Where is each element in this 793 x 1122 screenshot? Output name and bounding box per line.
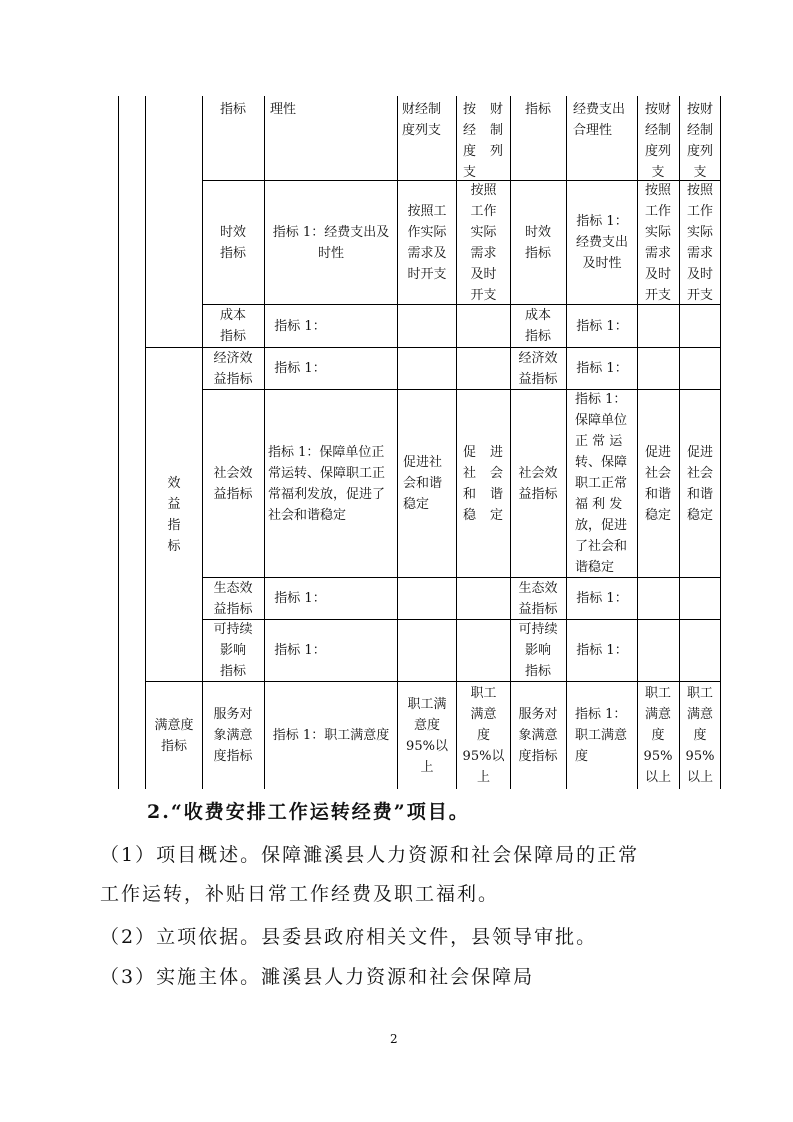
table-cell (681, 390, 719, 577)
cell-text: 指标 1： (274, 643, 326, 658)
table-cell (268, 390, 396, 577)
table-cell (266, 348, 334, 389)
table-cell (204, 181, 262, 304)
paragraph-basis: （2）立项依据。县委县政府相关文件，县领导审批。 (100, 926, 598, 948)
cell-text: 促进 社会 和谐 稳定 (644, 444, 671, 523)
table-cell (512, 682, 564, 789)
table-divider (679, 96, 680, 789)
cell-text: 促进 社会 和谐 稳定 (686, 444, 713, 523)
table-cell (681, 181, 719, 304)
table-cell (639, 181, 677, 304)
table-cell (147, 682, 201, 789)
table-divider (145, 96, 146, 789)
cell-text: 成本 指标 (219, 308, 246, 344)
table-cell (266, 682, 396, 789)
cell-text: 职工 满意 度 95% 以上 (685, 686, 715, 785)
table-cell (512, 305, 564, 347)
cell-text: 满意度 指标 (154, 717, 194, 754)
cell-text: 指标 1：保障单位正 常运转、保障职工正 常福利发放，促进了 社会和谐稳定 (268, 444, 386, 523)
table-cell (458, 682, 509, 789)
cell-text: 时效 指标 (219, 224, 246, 261)
table-cell (266, 305, 334, 347)
table-cell (575, 390, 635, 577)
table-cell (568, 181, 636, 304)
paragraph-implementer: （3）实施主体。濉溪县人力资源和社会保障局 (100, 966, 535, 988)
cell-text: 成本 指标 (524, 308, 551, 344)
cell-text: 职工满 意度 95%以 上 (406, 696, 448, 775)
table-divider (397, 96, 398, 789)
table-cell: 按财 经制 度列 支 (686, 102, 713, 180)
table-cell (266, 578, 334, 619)
table-divider (264, 96, 265, 789)
cell-text: 指标 1： 职工满意 度 (575, 707, 628, 764)
table-divider (510, 96, 511, 789)
table-cell (512, 348, 564, 389)
table-border-left (118, 96, 119, 789)
table-cell (568, 578, 636, 619)
paragraph-overview-continued: 工作运转，补贴日常工作经费及职工福利。 (100, 883, 500, 905)
cell-text: 职工 满意 度 95%以 上 (462, 686, 505, 785)
cell-text: 促进社 会和谐 稳定 (403, 455, 443, 512)
table-cell: 理性 (270, 102, 297, 117)
table-cell (204, 682, 262, 789)
cell-text: 指标 1： (576, 318, 628, 334)
table-divider (456, 96, 457, 789)
cell-text: 指标 1：经费支出及 时性 (272, 224, 390, 261)
cell-text: 服务对 象满意 度指标 (518, 707, 558, 764)
cell-text: 可持续 影响 指标 (213, 622, 253, 679)
table-cell (512, 181, 564, 304)
cell-text: 按照工 作实际 需求及 时开支 (407, 203, 447, 282)
cell-text: 按照 工作 实际 需求 及时 开支 (470, 182, 497, 303)
cell-text: 时效 指标 (524, 224, 551, 261)
cell-text: 社会效 益指标 (213, 465, 253, 502)
table-cell (266, 620, 334, 681)
table-cell (512, 390, 564, 577)
table-cell (639, 390, 677, 577)
cell-text: 指标 1： (576, 643, 628, 658)
table-cell (458, 181, 509, 304)
table-cell (639, 682, 677, 789)
table-cell (204, 578, 262, 619)
table-cell (568, 305, 636, 347)
performance-indicator-table (118, 96, 721, 789)
table-cell (403, 390, 455, 577)
cell-text: 按照 工作 实际 需求 及时 开支 (644, 182, 671, 303)
table-cell (512, 578, 564, 619)
table-cell (568, 620, 636, 681)
cell-text: 指标 1： 经费支出 及时性 (575, 214, 628, 271)
cell-text: 经济效 益指标 (213, 350, 253, 387)
table-cell: 按 财 经 制 度 列 支 (463, 102, 503, 180)
table-cell (399, 181, 455, 304)
table-cell (204, 390, 262, 577)
section-heading: 2.“收费安排工作运转经费”项目。 (147, 801, 470, 823)
table-cell (204, 620, 262, 681)
table-cell (568, 348, 636, 389)
table-cell (204, 305, 262, 347)
table-divider (202, 96, 203, 789)
benefit-group-label (147, 348, 201, 681)
cell-text: 社会效 益指标 (518, 465, 558, 502)
cell-text: 效 益 指 标 (167, 475, 181, 554)
table-cell: 按财 经制 度列 支 (644, 102, 671, 180)
cell-text: 指标 1：职工满意度 (272, 728, 390, 743)
table-cell (399, 682, 455, 789)
table-cell (512, 620, 564, 681)
table-cell (463, 390, 503, 577)
table-divider (566, 96, 567, 789)
cell-text: 按照 工作 实际 需求 及时 开支 (686, 182, 713, 303)
table-cell: 经费支出 合理性 (573, 102, 626, 138)
cell-text: 服务对 象满意 度指标 (213, 707, 253, 764)
cell-text: 生态效 益指标 (213, 580, 253, 617)
table-cell (266, 181, 396, 304)
table-cell: 指标 (219, 102, 246, 117)
cell-text: 可持续 影响 指标 (518, 622, 558, 679)
page-number: 2 (390, 1032, 398, 1046)
table-cell (681, 682, 719, 789)
table-cell: 财经制 度列支 (402, 102, 442, 138)
cell-text: 指标 1： 保障单位 正 常 运 转、保障 职工正常 福 利 发 放，促进 了社会和 谐稳定 (575, 392, 628, 575)
cell-text: 指标 1： (274, 318, 326, 334)
cell-text: 指标 1： (274, 591, 326, 606)
cell-text: 指标 1： (576, 361, 628, 376)
cell-text: 职工 满意 度 95% 以上 (643, 686, 673, 785)
table-cell: 指标 (524, 102, 551, 117)
cell-text: 促 进 社 会 和 谐 稳定 (463, 444, 503, 523)
cell-text: 经济效 益指标 (518, 350, 558, 387)
table-cell (575, 682, 635, 789)
paragraph-overview: （1）项目概述。保障濉溪县人力资源和社会保障局的正常 (100, 844, 640, 866)
table-cell (204, 348, 262, 389)
cell-text: 指标 1： (576, 591, 628, 606)
cell-text: 指标 1： (274, 361, 326, 376)
table-divider (637, 96, 638, 789)
table-border-right (720, 96, 721, 789)
cell-text: 生态效 益指标 (518, 580, 558, 617)
